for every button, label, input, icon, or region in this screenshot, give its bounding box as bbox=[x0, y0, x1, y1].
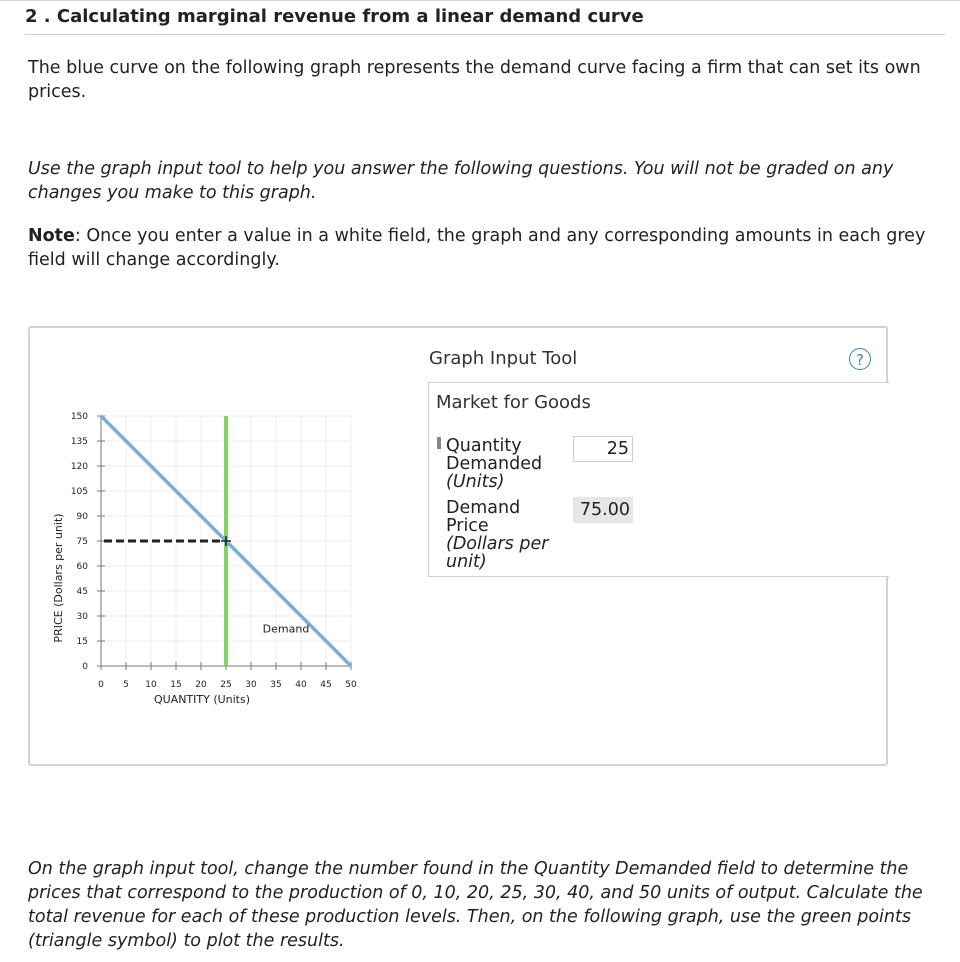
x-tick-label: 30 bbox=[245, 680, 257, 690]
quantity-label-text: Quantity Demanded bbox=[446, 436, 543, 474]
help-icon[interactable]: ? bbox=[849, 348, 871, 370]
x-tick-label: 45 bbox=[320, 680, 332, 690]
x-tick-label: 50 bbox=[345, 680, 357, 690]
y-tick-label: 60 bbox=[76, 562, 88, 572]
x-tick-label: 35 bbox=[270, 680, 282, 690]
x-axis-title: QUANTITY (Units) bbox=[153, 693, 251, 706]
y-tick-labels bbox=[71, 412, 88, 672]
demand-price-output: 75.00 bbox=[573, 497, 633, 523]
x-tick-label: 15 bbox=[170, 680, 182, 690]
intro-text: The blue curve on the following graph represents the demand curve facing a firm that can set its own prices. bbox=[28, 58, 921, 102]
input-marker-icon bbox=[437, 437, 441, 449]
question-title: 2 . Calculating marginal revenue from a linear demand curve bbox=[25, 6, 644, 27]
note-body: : Once you enter a value in a white field, the graph and any corresponding amounts in each grey field will change accordingly. bbox=[28, 226, 926, 270]
price-label-text: Demand Price bbox=[446, 498, 521, 536]
demand-curve-label: Demand bbox=[262, 622, 310, 636]
y-tick-label: 45 bbox=[76, 587, 88, 597]
y-tick-label: 105 bbox=[70, 487, 88, 497]
y-tick-label: 135 bbox=[70, 437, 88, 447]
x-tick-label: 40 bbox=[295, 680, 307, 690]
graph-input-tool-title: Graph Input Tool bbox=[429, 348, 578, 369]
price-units: (Dollars per unit) bbox=[446, 534, 549, 572]
note-label: Note bbox=[28, 226, 75, 246]
y-tick-label: 90 bbox=[76, 512, 88, 522]
y-tick-label: 15 bbox=[76, 637, 88, 647]
y-tick-label: 0 bbox=[82, 662, 88, 672]
y-tick-label: 30 bbox=[76, 612, 88, 622]
instruction-text: Use the graph input tool to help you answer the following questions. You will not be graded on any changes you make to this graph. bbox=[28, 159, 894, 203]
y-tick-label: 120 bbox=[70, 462, 88, 472]
followup-text: On the graph input tool, change the number found in the Quantity Demanded field to determine the prices that correspond to the production of 0, 10, 20, 25, 30, 40, and 50 units of output. Calculate the total revenue for each of these production levels. Then, on the following graph, use the green points (triangle symbol) to plot the results. bbox=[28, 859, 923, 951]
quantity-units: (Units) bbox=[446, 472, 505, 492]
y-tick-label: 150 bbox=[70, 412, 88, 422]
x-tick-labels bbox=[98, 680, 357, 690]
y-axis-title: PRICE (Dollars per unit) bbox=[52, 513, 65, 643]
market-title: Market for Goods bbox=[436, 392, 591, 413]
y-tick-label: 75 bbox=[76, 537, 88, 547]
x-tick-label: 20 bbox=[195, 680, 207, 690]
quantity-demanded-label bbox=[446, 437, 556, 491]
demand-price-label bbox=[446, 499, 566, 571]
x-tick-label: 10 bbox=[145, 680, 157, 690]
x-tick-label: 5 bbox=[123, 680, 129, 690]
x-tick-label: 0 bbox=[98, 680, 104, 690]
quantity-demanded-input[interactable] bbox=[573, 436, 633, 462]
x-tick-label: 25 bbox=[220, 680, 232, 690]
